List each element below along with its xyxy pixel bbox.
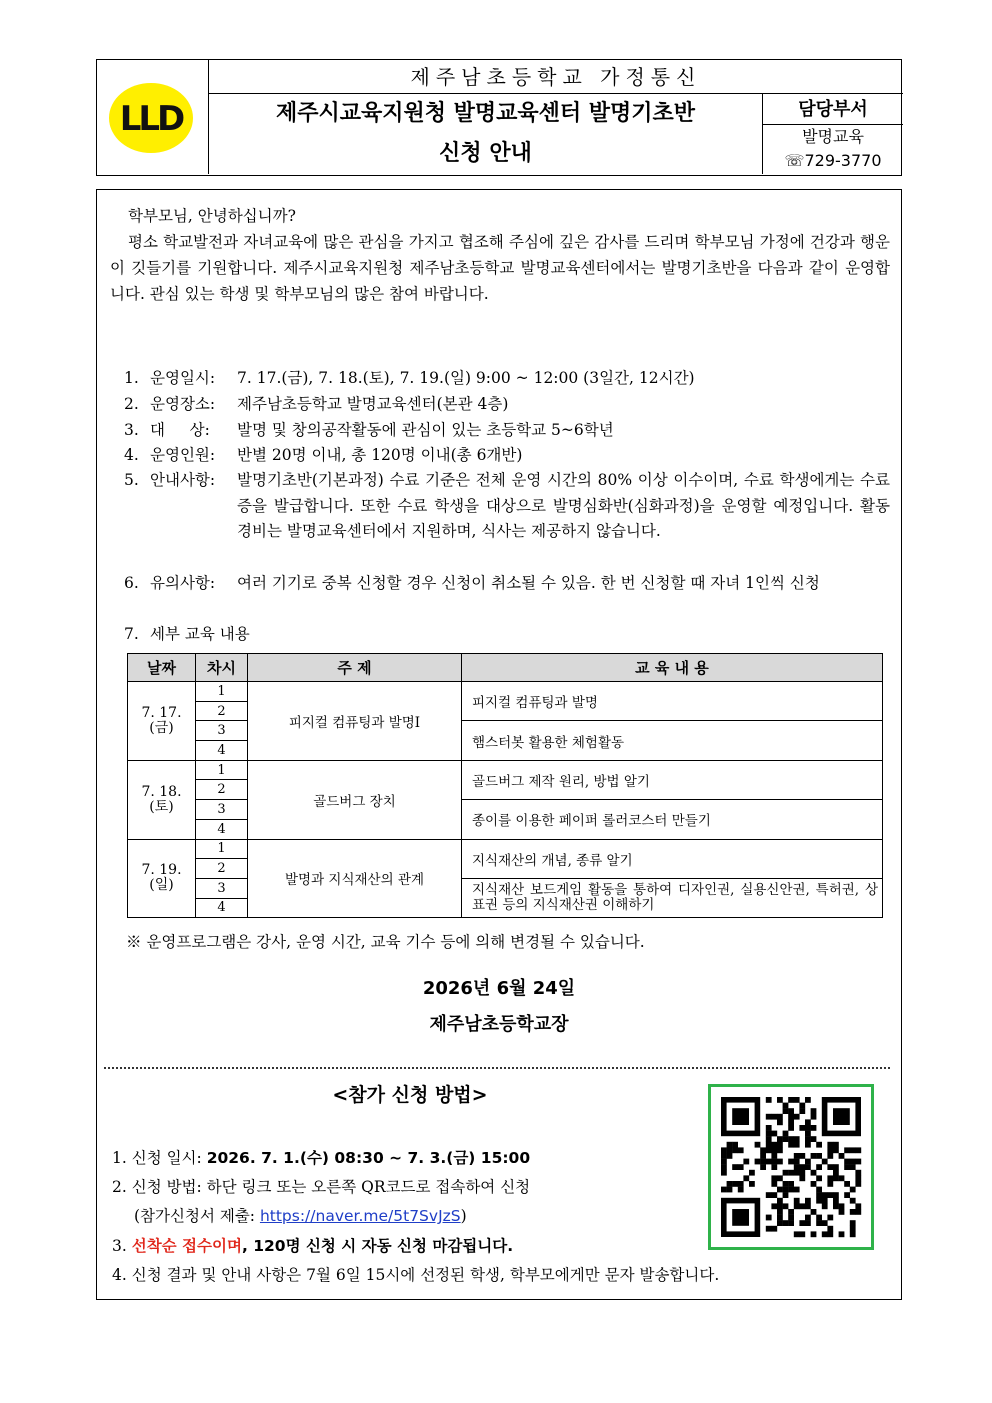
table-header-row xyxy=(128,654,883,682)
session-cell: 4 xyxy=(196,741,248,761)
content-cell: 골드버그 제작 원리, 방법 알기 xyxy=(462,760,883,799)
program-note: ※ 운영프로그램은 강사, 운영 시간, 교육 기수 등에 의해 변경될 수 있습니다. xyxy=(126,933,645,951)
table-row xyxy=(128,839,883,859)
issue-date: 2026년 6월 24일 xyxy=(422,978,576,999)
session-cell: 1 xyxy=(196,839,248,859)
qr-code-icon xyxy=(711,1087,871,1247)
session-cell: 1 xyxy=(196,760,248,780)
title-line1: 제주시교육지원청 발명교육센터 발명기초반 xyxy=(275,101,696,126)
content-cell: 햄스터봇 활용한 체험활동 xyxy=(462,721,883,760)
greeting: 학부모님, 안녕하십니까? xyxy=(128,207,296,225)
topic-cell: 피지컬 컴퓨팅과 발명Ⅰ xyxy=(248,682,462,761)
date-cell: 7. 19. (일) xyxy=(128,839,196,918)
dept-name: 발명교육 xyxy=(802,127,864,146)
intro-body: 평소 학교발전과 자녀교육에 많은 관심을 가지고 협조해 주심에 깊은 감사를 드리며 학부모님 가정에 건강과 행운이 깃들기를 기원합니다. 제주시교육지원청 제주남초등학교 발명교육센터에서는 발명기초반을 다음과 같이 운영합니다. 관심 있는 학생 및 학부모님의 많은 참여 바랍니다. xyxy=(110,233,890,303)
session-cell: 3 xyxy=(196,800,248,820)
apply-line-2b: (참가신청서 제출: https://naver.me/5t7SvJzS) xyxy=(134,1207,467,1225)
session-cell: 3 xyxy=(196,878,248,898)
header-box xyxy=(96,59,902,176)
content-cell: 종이를 이용한 페이퍼 롤러코스터 만들기 xyxy=(462,800,883,839)
page-title xyxy=(209,94,763,174)
table-row xyxy=(128,682,883,702)
session-cell: 4 xyxy=(196,819,248,839)
principal-sign: 제주남초등학교장 xyxy=(429,1014,569,1035)
session-cell: 2 xyxy=(196,859,248,879)
table-row xyxy=(128,800,883,820)
table-row xyxy=(128,721,883,741)
newsletter-label: 제주남초등학교 가정통신 xyxy=(209,60,903,94)
apply-title: <참가 신청 방법> xyxy=(332,1084,488,1106)
session-cell: 1 xyxy=(196,682,248,702)
header-topic: 주 제 xyxy=(248,654,462,682)
apply-line-4: 4. 신청 결과 및 안내 사항은 7월 6일 15시에 선정된 학생, 학부모에게만 문자 발송합니다. xyxy=(112,1266,720,1284)
dept-label: 담당부서 xyxy=(763,94,903,125)
content-cell: 지식재산 보드게임 활동을 통하여 디자인권, 실용신안권, 특허권, 상표권 등의 지식재산권 이해하기 xyxy=(462,878,883,917)
school-logo xyxy=(109,83,193,153)
session-cell: 4 xyxy=(196,898,248,918)
content-cell: 피지컬 컴퓨팅과 발명 xyxy=(462,682,883,721)
session-cell: 3 xyxy=(196,721,248,741)
qr-code[interactable] xyxy=(708,1084,874,1250)
topic-cell: 발명과 지식재산의 관계 xyxy=(248,839,462,918)
apply-line-1: 1. 신청 일시: 2026. 7. 1.(수) 08:30 ~ 7. 3.(금) 15:00 xyxy=(112,1149,531,1167)
apply-line-2: 2. 신청 방법: 하단 링크 또는 오른쪽 QR코드로 접속하여 신청 xyxy=(112,1178,531,1196)
header-date: 날짜 xyxy=(128,654,196,682)
schedule-table xyxy=(127,653,883,918)
session-cell: 2 xyxy=(196,780,248,800)
logo-text: LLD xyxy=(119,99,183,139)
apply-link[interactable]: https://naver.me/5t7SvJzS xyxy=(259,1207,461,1225)
date-cell: 7. 18. (토) xyxy=(128,760,196,839)
topic-cell: 골드버그 장치 xyxy=(248,760,462,839)
logo-cell xyxy=(97,60,209,174)
apply-line-3: 3. 선착순 접수이며, 120명 신청 시 자동 신청 마감됩니다. xyxy=(112,1237,514,1255)
content-cell: 지식재산의 개념, 종류 알기 xyxy=(462,839,883,878)
dept-phone: ☏729-3770 xyxy=(784,151,882,170)
date-cell: 7. 17. (금) xyxy=(128,682,196,761)
dotted-divider xyxy=(104,1067,890,1069)
table-row xyxy=(128,760,883,780)
session-cell: 2 xyxy=(196,701,248,721)
header-session: 차시 xyxy=(196,654,248,682)
table-row xyxy=(128,878,883,898)
header-content: 교 육 내 용 xyxy=(462,654,883,682)
title-line2: 신청 안내 xyxy=(439,141,532,166)
